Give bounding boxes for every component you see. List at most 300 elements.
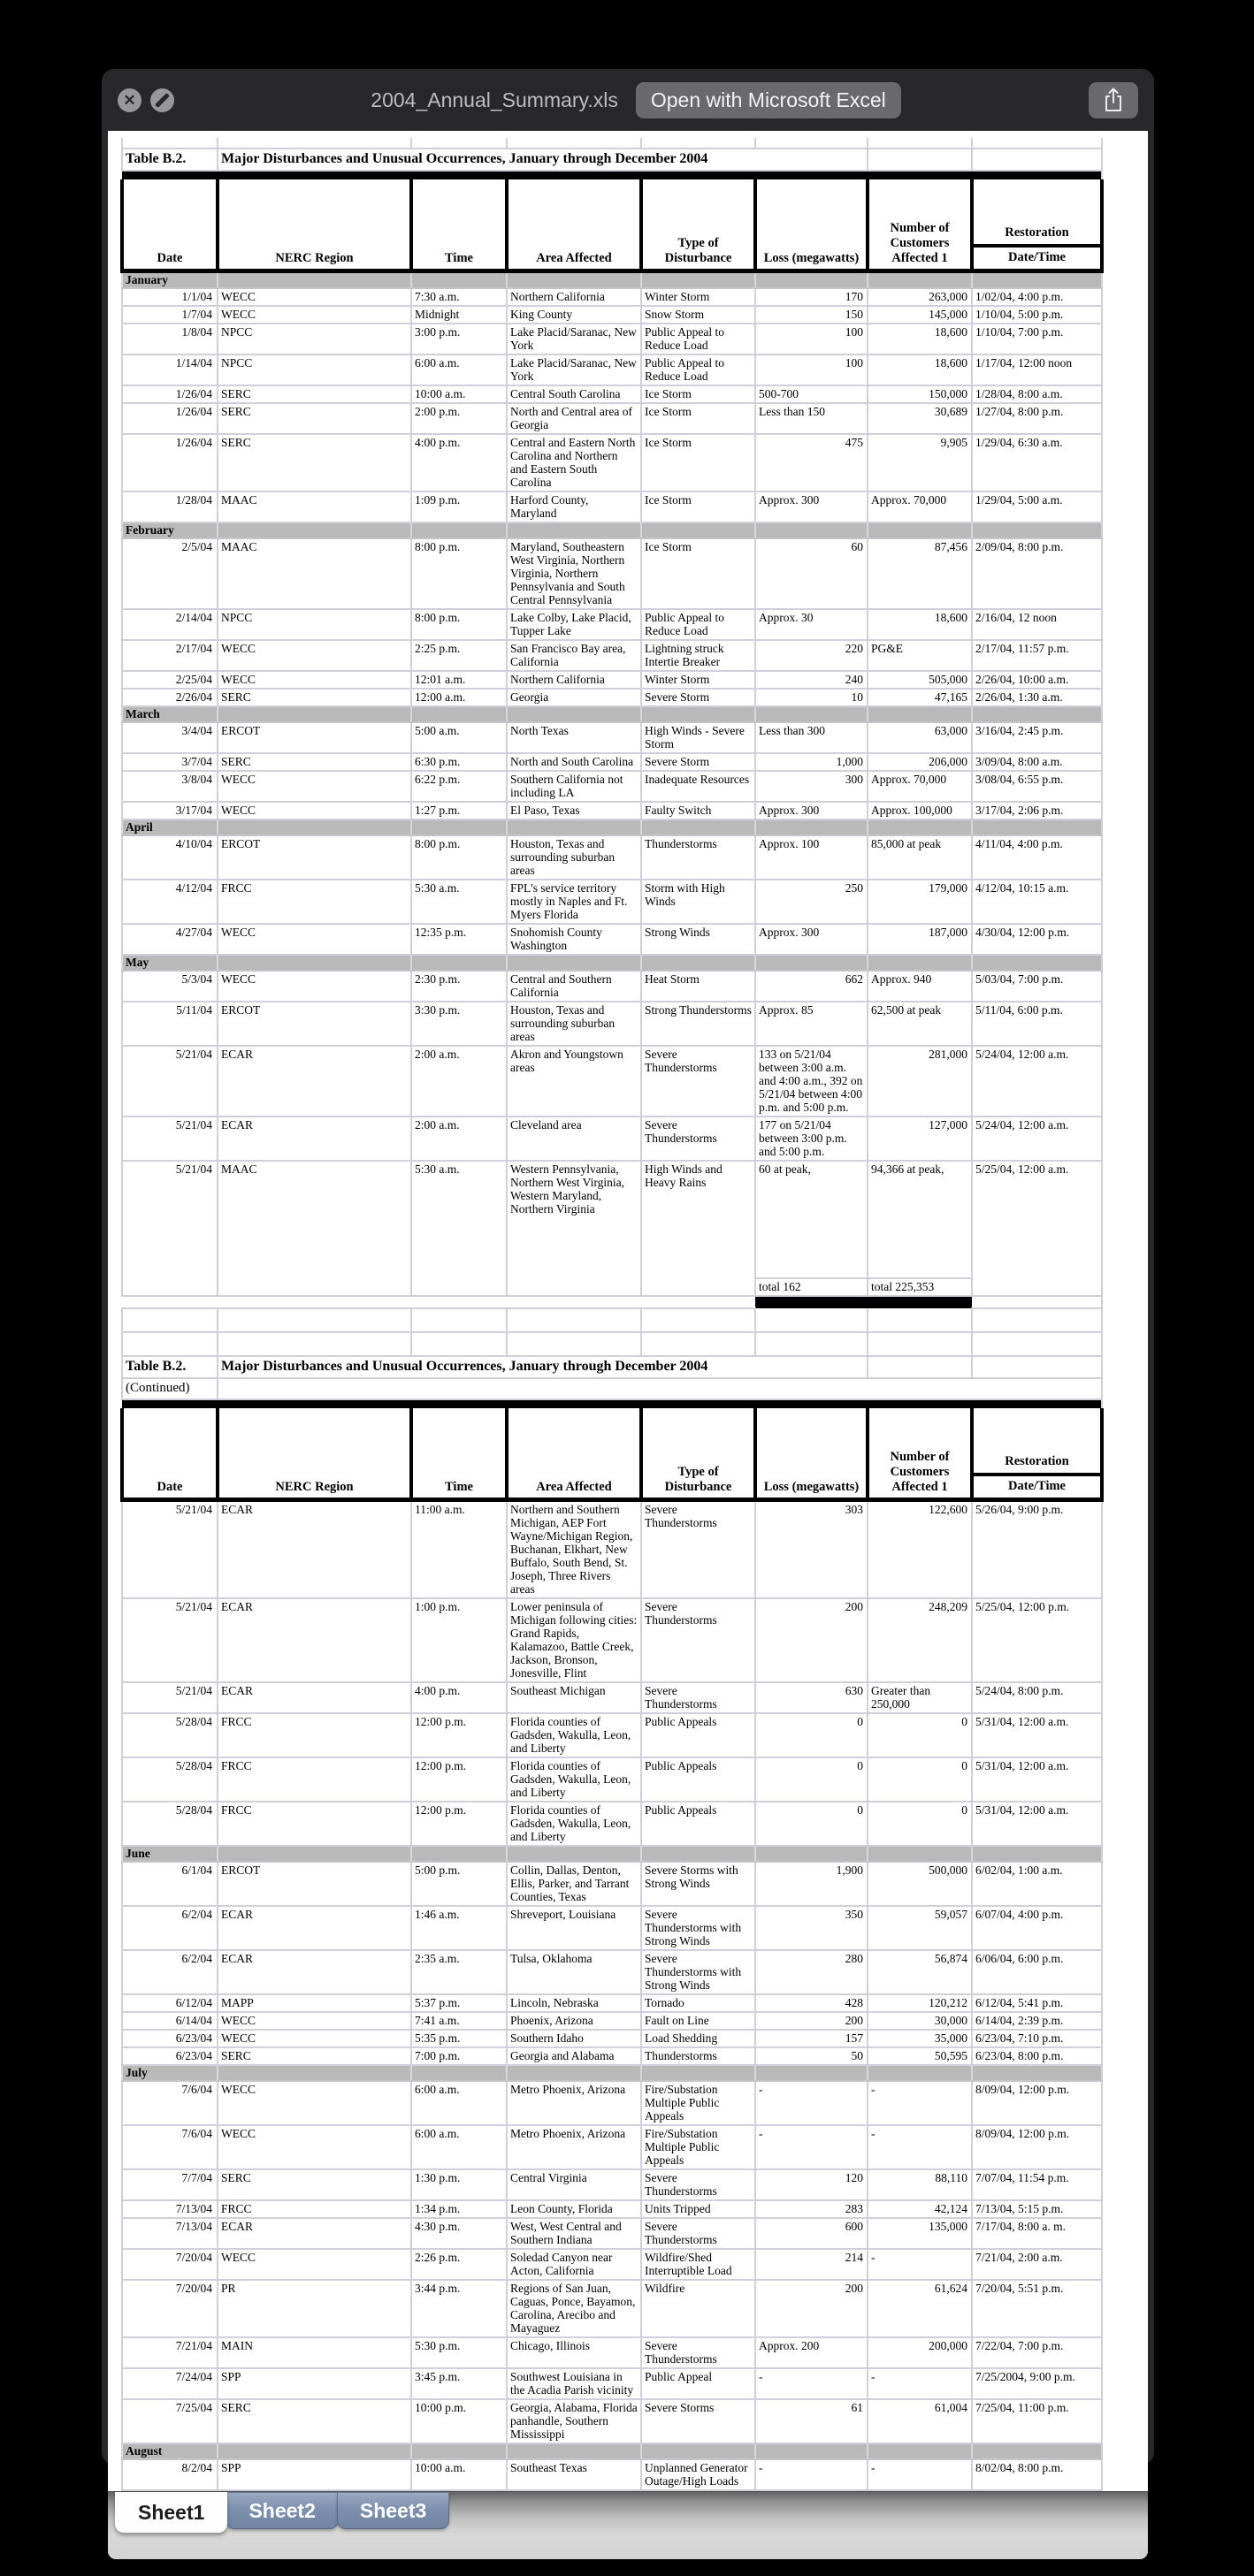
data-cell: 3/8/04 xyxy=(122,771,218,802)
month-label: February xyxy=(122,522,218,538)
sheet-tab-sheet1[interactable]: Sheet1 xyxy=(115,2492,227,2533)
spreadsheet-page xyxy=(108,131,1148,2491)
data-cell: 5/28/04 xyxy=(122,1757,218,1802)
table-title-row xyxy=(122,149,1102,171)
data-cell: 2/16/04, 12 noon xyxy=(972,609,1102,640)
data-cell: WECC xyxy=(218,2012,411,2030)
cell xyxy=(755,819,868,835)
data-cell: SERC xyxy=(218,434,411,492)
data-cell: Unplanned Generator Outage/High Loads xyxy=(641,2459,755,2490)
data-cell: 8:00 p.m. xyxy=(411,609,507,640)
cell xyxy=(972,2065,1102,2081)
data-cell: SERC xyxy=(218,689,411,706)
data-row xyxy=(122,924,1102,955)
cell xyxy=(868,1356,972,1378)
data-cell: 5/31/04, 12:00 a.m. xyxy=(972,1713,1102,1757)
data-cell: NPCC xyxy=(218,354,411,385)
cell xyxy=(122,1332,218,1356)
cell xyxy=(507,955,641,971)
cell xyxy=(868,522,972,538)
cell xyxy=(868,271,972,289)
data-row xyxy=(122,1161,1102,1278)
data-cell: PR xyxy=(218,2280,411,2337)
data-cell: 5:30 a.m. xyxy=(411,1161,507,1296)
data-cell: Severe Thunderstorms xyxy=(641,1598,755,1682)
data-cell: 7:00 p.m. xyxy=(411,2047,507,2065)
column-header-restoration xyxy=(972,179,1102,271)
header-top-bar xyxy=(122,171,1102,179)
data-cell: 5/25/04, 12:00 a.m. xyxy=(972,1161,1102,1296)
data-cell: Maryland, Southeastern West Virginia, Northern Virginia, Northern Pennsylvania and South Central Pennsylvania xyxy=(507,538,641,609)
data-cell: 505,000 xyxy=(868,671,972,689)
cell xyxy=(507,522,641,538)
data-cell: 500-700 xyxy=(755,385,868,403)
data-cell: - xyxy=(755,2125,868,2169)
cell xyxy=(507,706,641,722)
data-cell: Midnight xyxy=(411,306,507,324)
data-cell: Greater than 250,000 xyxy=(868,1682,972,1713)
data-cell: Phoenix, Arizona xyxy=(507,2012,641,2030)
data-cell: Winter Storm xyxy=(641,671,755,689)
data-row xyxy=(122,1500,1102,1599)
data-row xyxy=(122,1682,1102,1713)
data-cell: 303 xyxy=(755,1500,868,1599)
data-row xyxy=(122,2047,1102,2065)
data-row xyxy=(122,880,1102,924)
data-cell: 2:25 p.m. xyxy=(411,640,507,671)
data-cell: 5/21/04 xyxy=(122,1161,218,1296)
column-header: NERC Region xyxy=(218,1408,411,1500)
data-row xyxy=(122,2399,1102,2443)
data-cell: 630 xyxy=(755,1682,868,1713)
data-cell: 2:30 p.m. xyxy=(411,971,507,1002)
data-cell: Lightning struck Intertie Breaker xyxy=(641,640,755,671)
month-band xyxy=(122,819,1102,835)
data-cell: 60 at peak, xyxy=(755,1161,868,1278)
data-cell: 5/21/04 xyxy=(122,1117,218,1161)
data-cell: 179,000 xyxy=(868,880,972,924)
data-cell: FRCC xyxy=(218,1757,411,1802)
data-cell: 6/2/04 xyxy=(122,1906,218,1950)
data-cell: 263,000 xyxy=(868,288,972,306)
restoration-sub-header: Date/Time xyxy=(1008,250,1066,264)
cell xyxy=(218,1846,411,1862)
data-cell: 5:35 p.m. xyxy=(411,2030,507,2047)
data-cell: 2:00 p.m. xyxy=(411,403,507,434)
table-label: Table B.2. xyxy=(122,149,218,171)
data-cell: 5/24/04, 12:00 a.m. xyxy=(972,1117,1102,1161)
data-cell: 5:00 a.m. xyxy=(411,722,507,753)
data-cell: Severe Storm xyxy=(641,689,755,706)
cell xyxy=(411,1332,507,1356)
data-cell: 1/17/04, 12:00 noon xyxy=(972,354,1102,385)
data-cell: 248,209 xyxy=(868,1598,972,1682)
data-cell: Heat Storm xyxy=(641,971,755,1002)
data-cell: Public Appeal to Reduce Load xyxy=(641,354,755,385)
cell xyxy=(868,149,972,171)
cell xyxy=(972,522,1102,538)
data-cell: 7:30 a.m. xyxy=(411,288,507,306)
data-cell: Approx. 70,000 xyxy=(868,771,972,802)
column-header: Date xyxy=(122,179,218,271)
data-cell: 1:09 p.m. xyxy=(411,492,507,522)
data-cell: FRCC xyxy=(218,1713,411,1757)
data-cell: Southeast Texas xyxy=(507,2459,641,2490)
data-cell: 30,689 xyxy=(868,403,972,434)
empty-row xyxy=(122,1308,1102,1332)
data-cell: 61,004 xyxy=(868,2399,972,2443)
cell xyxy=(868,1332,972,1356)
data-cell: San Francisco Bay area, California xyxy=(507,640,641,671)
cell xyxy=(641,2065,755,2081)
data-cell: 0 xyxy=(755,1802,868,1846)
data-cell: 1/28/04, 8:00 a.m. xyxy=(972,385,1102,403)
data-cell: Approx. 300 xyxy=(755,492,868,522)
data-cell: 35,000 xyxy=(868,2030,972,2047)
data-cell: 6/23/04 xyxy=(122,2047,218,2065)
data-cell: 7/7/04 xyxy=(122,2169,218,2200)
data-cell: 4/10/04 xyxy=(122,835,218,880)
data-cell: Lower peninsula of Michigan following cities: Grand Rapids, Kalamazoo, Battle Creek, Jackson, Bronson, Jonesville, Flint xyxy=(507,1598,641,1682)
data-cell: 5/26/04, 9:00 p.m. xyxy=(972,1500,1102,1599)
data-cell: Severe Thunderstorms xyxy=(641,1682,755,1713)
data-cell: High Winds - Severe Storm xyxy=(641,722,755,753)
data-cell: 7:41 a.m. xyxy=(411,2012,507,2030)
cell xyxy=(411,1308,507,1332)
data-cell: 1/10/04, 7:00 p.m. xyxy=(972,324,1102,354)
data-cell: 5/24/04, 8:00 p.m. xyxy=(972,1682,1102,1713)
data-cell: 10 xyxy=(755,689,868,706)
data-row xyxy=(122,324,1102,354)
data-cell: 6:00 a.m. xyxy=(411,2081,507,2125)
data-cell: 50,595 xyxy=(868,2047,972,2065)
data-cell: Cleveland area xyxy=(507,1117,641,1161)
data-cell: 2/26/04, 1:30 a.m. xyxy=(972,689,1102,706)
data-cell: Strong Thunderstorms xyxy=(641,1002,755,1046)
data-row xyxy=(122,1906,1102,1950)
data-row xyxy=(122,2337,1102,2368)
table-label: Table B.2. xyxy=(122,1356,218,1378)
fullscreen-button[interactable] xyxy=(150,88,174,112)
data-cell: 100 xyxy=(755,324,868,354)
data-cell: 61,624 xyxy=(868,2280,972,2337)
data-cell: Approx. 940 xyxy=(868,971,972,1002)
data-cell: - xyxy=(755,2368,868,2399)
data-cell: 12:01 a.m. xyxy=(411,671,507,689)
data-cell: 5/31/04, 12:00 a.m. xyxy=(972,1802,1102,1846)
data-cell: 6:00 a.m. xyxy=(411,354,507,385)
data-cell: FRCC xyxy=(218,2200,411,2218)
black-bar xyxy=(122,171,1102,179)
data-cell: 6/02/04, 1:00 a.m. xyxy=(972,1862,1102,1906)
cell xyxy=(218,1332,411,1356)
data-cell: WECC xyxy=(218,2081,411,2125)
data-cell: 120 xyxy=(755,2169,868,2200)
data-cell: 18,600 xyxy=(868,324,972,354)
data-cell: Approx. 300 xyxy=(755,802,868,819)
data-cell: Central and Southern California xyxy=(507,971,641,1002)
data-cell: Lincoln, Nebraska xyxy=(507,1994,641,2012)
data-cell: Southern California not including LA xyxy=(507,771,641,802)
data-cell: 2/17/04 xyxy=(122,640,218,671)
data-row xyxy=(122,753,1102,771)
column-header-restoration xyxy=(972,1408,1102,1500)
data-cell: 8:00 p.m. xyxy=(411,835,507,880)
data-cell: 4:00 p.m. xyxy=(411,1682,507,1713)
data-cell: 5:37 p.m. xyxy=(411,1994,507,2012)
cell xyxy=(507,2065,641,2081)
data-cell: 10:00 p.m. xyxy=(411,2399,507,2443)
loss-total: total 162 xyxy=(755,1278,868,1296)
totals-bar-row xyxy=(122,1296,1102,1308)
close-button[interactable] xyxy=(118,88,141,112)
data-row xyxy=(122,2200,1102,2218)
month-label: April xyxy=(122,819,218,835)
cell xyxy=(972,2443,1102,2459)
data-cell: Fire/Substation Multiple Public Appeals xyxy=(641,2125,755,2169)
data-cell: 170 xyxy=(755,288,868,306)
data-row xyxy=(122,2030,1102,2047)
month-band xyxy=(122,706,1102,722)
data-cell: 87,456 xyxy=(868,538,972,609)
data-row xyxy=(122,385,1102,403)
data-cell: SPP xyxy=(218,2368,411,2399)
header-top-bar xyxy=(122,1399,1102,1408)
cell xyxy=(755,1308,868,1332)
data-cell: SERC xyxy=(218,2169,411,2200)
data-cell: 1,900 xyxy=(755,1862,868,1906)
data-cell: North Texas xyxy=(507,722,641,753)
cell xyxy=(411,2443,507,2459)
data-cell: Severe Storm xyxy=(641,753,755,771)
sheet-tab-sheet3[interactable]: Sheet3 xyxy=(337,2492,449,2529)
data-cell: 1/27/04, 8:00 p.m. xyxy=(972,403,1102,434)
data-cell: Approx. 85 xyxy=(755,1002,868,1046)
data-cell: 1:00 p.m. xyxy=(411,1598,507,1682)
data-row xyxy=(122,2280,1102,2337)
month-label: May xyxy=(122,955,218,971)
data-cell: 177 on 5/21/04 between 3:00 p.m. and 5:00 p.m. xyxy=(755,1117,868,1161)
data-cell: Strong Winds xyxy=(641,924,755,955)
data-cell: 2/17/04, 11:57 p.m. xyxy=(972,640,1102,671)
data-cell: 6/23/04, 8:00 p.m. xyxy=(972,2047,1102,2065)
data-cell: 5/11/04, 6:00 p.m. xyxy=(972,1002,1102,1046)
data-row xyxy=(122,1117,1102,1161)
data-cell: 1/26/04 xyxy=(122,385,218,403)
cell xyxy=(641,1332,755,1356)
cell xyxy=(218,819,411,835)
data-row xyxy=(122,1598,1102,1682)
data-cell: 5/21/04 xyxy=(122,1046,218,1117)
data-cell: Ice Storm xyxy=(641,538,755,609)
data-cell: Ice Storm xyxy=(641,434,755,492)
data-cell: 5/24/04, 12:00 a.m. xyxy=(972,1046,1102,1117)
data-cell: 7/20/04 xyxy=(122,2280,218,2337)
cell xyxy=(641,271,755,289)
column-header: Area Affected xyxy=(507,179,641,271)
data-cell: WECC xyxy=(218,288,411,306)
month-label: March xyxy=(122,706,218,722)
sheet-tab-sheet2[interactable]: Sheet2 xyxy=(226,2492,338,2529)
data-cell: 100 xyxy=(755,354,868,385)
data-row xyxy=(122,2169,1102,2200)
cell xyxy=(972,1332,1102,1356)
data-cell: Northern California xyxy=(507,288,641,306)
data-cell: - xyxy=(868,2125,972,2169)
data-cell: WECC xyxy=(218,640,411,671)
data-cell: 47,165 xyxy=(868,689,972,706)
data-cell: Wildfire/Shed Interruptible Load xyxy=(641,2249,755,2280)
data-cell: Thunderstorms xyxy=(641,2047,755,2065)
data-cell: 2:35 a.m. xyxy=(411,1950,507,1994)
data-cell: Akron and Youngstown areas xyxy=(507,1046,641,1117)
data-cell: Snow Storm xyxy=(641,306,755,324)
data-cell: 7/13/04 xyxy=(122,2200,218,2218)
data-cell: SERC xyxy=(218,2399,411,2443)
open-with-excel-button[interactable]: Open with Microsoft Excel xyxy=(636,82,901,118)
data-cell: NPCC xyxy=(218,324,411,354)
data-cell: Ice Storm xyxy=(641,385,755,403)
cell xyxy=(218,522,411,538)
data-cell: Lake Colby, Lake Placid, Tupper Lake xyxy=(507,609,641,640)
data-cell: 7/21/04, 2:00 a.m. xyxy=(972,2249,1102,2280)
data-cell: 240 xyxy=(755,671,868,689)
data-cell: 4:00 p.m. xyxy=(411,434,507,492)
cell xyxy=(641,955,755,971)
data-cell: Lake Placid/Saranac, New York xyxy=(507,354,641,385)
data-row xyxy=(122,492,1102,522)
data-cell: Severe Thunderstorms with Strong Winds xyxy=(641,1950,755,1994)
data-cell: 0 xyxy=(755,1757,868,1802)
data-cell: 7/13/04 xyxy=(122,2218,218,2249)
data-cell: Approx. 200 xyxy=(755,2337,868,2368)
data-cell: 5/25/04, 12:00 p.m. xyxy=(972,1598,1102,1682)
data-cell: 5/21/04 xyxy=(122,1682,218,1713)
data-row xyxy=(122,640,1102,671)
data-cell: 62,500 at peak xyxy=(868,1002,972,1046)
data-cell: 5/28/04 xyxy=(122,1713,218,1757)
data-cell: 1/7/04 xyxy=(122,306,218,324)
cell xyxy=(507,271,641,289)
header-row xyxy=(122,179,1102,271)
cell xyxy=(868,1846,972,1862)
cell xyxy=(122,1308,218,1332)
data-cell: 8:00 p.m. xyxy=(411,538,507,609)
data-cell: Fire/Substation Multiple Public Appeals xyxy=(641,2081,755,2125)
data-cell: 12:35 p.m. xyxy=(411,924,507,955)
table-continued-row xyxy=(122,1378,1102,1399)
data-cell: Southern Idaho xyxy=(507,2030,641,2047)
cell xyxy=(507,138,641,149)
totals-black-bar xyxy=(755,1296,972,1308)
data-cell: SERC xyxy=(218,403,411,434)
data-cell: 50 xyxy=(755,2047,868,2065)
data-cell: 4/12/04 xyxy=(122,880,218,924)
data-cell: WECC xyxy=(218,924,411,955)
data-cell: 3/4/04 xyxy=(122,722,218,753)
empty-row xyxy=(122,1332,1102,1356)
cell xyxy=(755,706,868,722)
share-button[interactable] xyxy=(1089,82,1138,118)
data-cell: 1/29/04, 6:30 a.m. xyxy=(972,434,1102,492)
cell xyxy=(507,1308,641,1332)
data-cell: 1/26/04 xyxy=(122,434,218,492)
cell xyxy=(868,138,972,149)
data-cell: 18,600 xyxy=(868,609,972,640)
month-band xyxy=(122,522,1102,538)
column-header: Loss (megawatts) xyxy=(755,179,868,271)
data-cell: Thunderstorms xyxy=(641,835,755,880)
data-cell: 1/26/04 xyxy=(122,403,218,434)
data-cell: Metro Phoenix, Arizona xyxy=(507,2081,641,2125)
data-cell: 7/24/04 xyxy=(122,2368,218,2399)
data-cell: WECC xyxy=(218,771,411,802)
restoration-header: Restoration xyxy=(1005,225,1069,240)
data-cell: 2/26/04, 10:00 a.m. xyxy=(972,671,1102,689)
data-cell: 600 xyxy=(755,2218,868,2249)
data-cell: Florida counties of Gadsden, Wakulla, Leon, and Liberty xyxy=(507,1802,641,1846)
data-cell: 200 xyxy=(755,2280,868,2337)
data-cell: 206,000 xyxy=(868,753,972,771)
data-cell: Harford County, Maryland xyxy=(507,492,641,522)
data-cell: North and South Carolina xyxy=(507,753,641,771)
cell xyxy=(411,706,507,722)
data-cell: 8/02/04, 8:00 p.m. xyxy=(972,2459,1102,2490)
data-cell: 150 xyxy=(755,306,868,324)
data-cell: - xyxy=(868,2368,972,2399)
column-header: Date xyxy=(122,1408,218,1500)
data-row xyxy=(122,802,1102,819)
data-cell: Southwest Louisiana in the Acadia Parish vicinity xyxy=(507,2368,641,2399)
data-cell: 5/11/04 xyxy=(122,1002,218,1046)
cell xyxy=(411,138,507,149)
data-cell: High Winds and Heavy Rains xyxy=(641,1161,755,1296)
data-cell: 122,600 xyxy=(868,1500,972,1599)
data-cell: 4/30/04, 12:00 p.m. xyxy=(972,924,1102,955)
data-cell: Snohomish County Washington xyxy=(507,924,641,955)
restoration-header: Restoration xyxy=(1005,1454,1069,1468)
data-cell: 7/6/04 xyxy=(122,2125,218,2169)
data-cell: Severe Thunderstorms xyxy=(641,1500,755,1599)
cell xyxy=(411,955,507,971)
data-row xyxy=(122,2125,1102,2169)
data-row xyxy=(122,1862,1102,1906)
data-cell: SPP xyxy=(218,2459,411,2490)
data-cell: 200 xyxy=(755,2012,868,2030)
circle-slash-icon xyxy=(155,93,170,108)
data-cell: Wildfire xyxy=(641,2280,755,2337)
data-cell: Chicago, Illinois xyxy=(507,2337,641,2368)
data-cell: Lake Placid/Saranac, New York xyxy=(507,324,641,354)
data-cell: 1/28/04 xyxy=(122,492,218,522)
cell xyxy=(868,955,972,971)
data-cell: - xyxy=(868,2249,972,2280)
data-cell: Ice Storm xyxy=(641,403,755,434)
cell xyxy=(868,706,972,722)
data-cell: Approx. 100 xyxy=(755,835,868,880)
data-cell: Leon County, Florida xyxy=(507,2200,641,2218)
data-cell: NPCC xyxy=(218,609,411,640)
cell xyxy=(411,271,507,289)
data-cell: 6/12/04 xyxy=(122,1994,218,2012)
data-cell: Houston, Texas and surrounding suburban areas xyxy=(507,1002,641,1046)
data-cell: 6/23/04, 7:10 p.m. xyxy=(972,2030,1102,2047)
data-cell: 6/14/04 xyxy=(122,2012,218,2030)
cell xyxy=(755,138,868,149)
data-cell: 1:34 p.m. xyxy=(411,2200,507,2218)
data-cell: Public Appeal to Reduce Load xyxy=(641,609,755,640)
data-cell: 1/10/04, 5:00 p.m. xyxy=(972,306,1102,324)
